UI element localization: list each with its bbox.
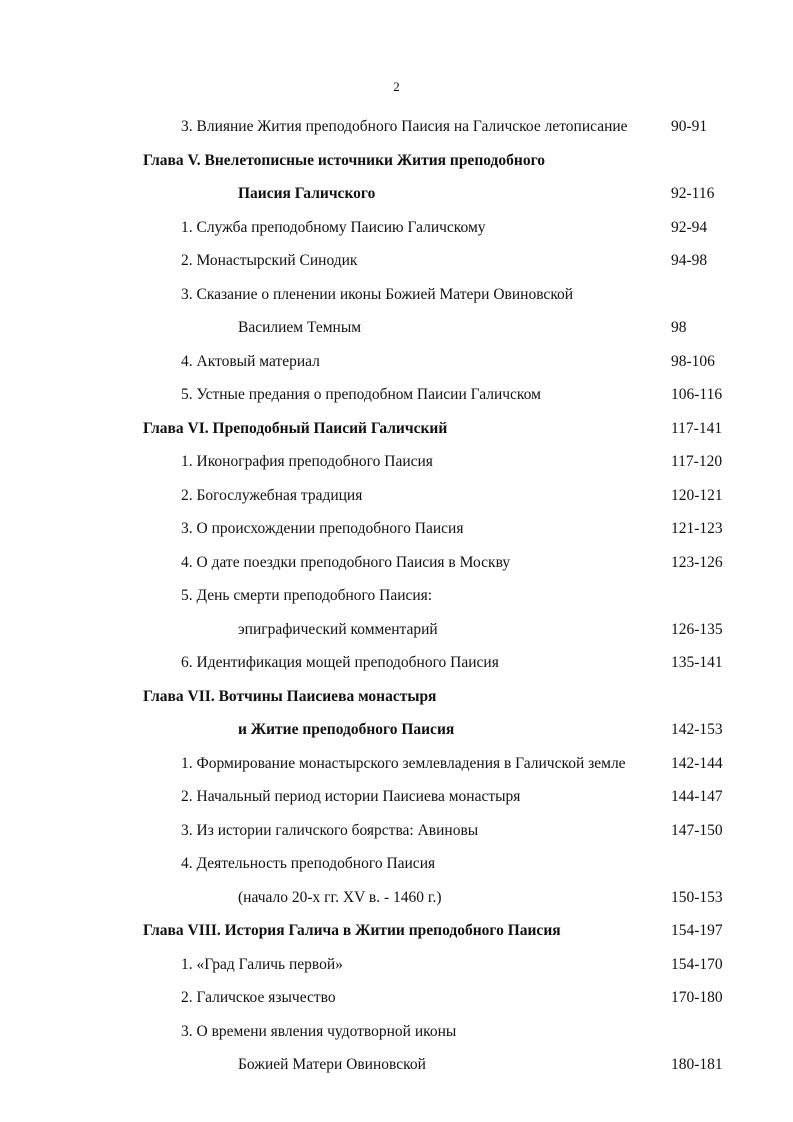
toc-entry-title: 2. Начальный период истории Паисиева монастыря	[181, 788, 521, 805]
toc-entry-title: 5. Устные предания о преподобном Паисии Галичском	[181, 386, 541, 403]
toc-entry	[0, 183, 793, 205]
toc-entry-title: 3. Влияние Жития преподобного Паисия на Галичское летописание	[181, 118, 628, 135]
toc-entry	[0, 284, 793, 306]
toc-entry-pages: 144-147	[671, 788, 723, 805]
toc-entry-title: Глава VI. Преподобный Паисий Галичский	[143, 420, 448, 437]
toc-entry-pages: 150-153	[671, 889, 723, 906]
toc-entry-title: 4. Деятельность преподобного Паисия	[181, 855, 436, 872]
toc-entry	[0, 150, 793, 172]
toc-entry	[0, 418, 793, 440]
toc-entry	[0, 451, 793, 473]
toc-entry	[0, 786, 793, 808]
toc-entry-pages: 135-141	[671, 654, 723, 671]
toc-entry-pages: 154-170	[671, 956, 723, 973]
toc-entry-pages: 147-150	[671, 822, 723, 839]
toc-entry-pages: 98-106	[671, 353, 715, 370]
toc-entry-pages: 154-197	[671, 922, 723, 939]
toc-entry-pages: 92-116	[671, 185, 715, 202]
toc-entry-pages: 92-94	[671, 219, 708, 236]
toc-entry-title: 3. О времени явления чудотворной иконы	[181, 1023, 457, 1040]
toc-entry-title: 2. Галичское язычество	[181, 989, 336, 1006]
toc-entry-pages: 121-123	[671, 520, 723, 537]
toc-entry	[0, 384, 793, 406]
toc-entry	[0, 116, 793, 138]
toc-entry-title: 6. Идентификация мощей преподобного Паисия	[181, 654, 499, 671]
toc-entry-title: Глава V. Внелетописные источники Жития преподобного	[143, 152, 545, 169]
toc-entry-pages: 117-120	[671, 453, 723, 470]
toc-entry	[0, 317, 793, 339]
toc-entry	[0, 585, 793, 607]
toc-entry	[0, 887, 793, 909]
toc-entry-title: 3. Из истории галичского боярства: Авиновы	[181, 822, 479, 839]
toc-entry-title: 4. Актовый материал	[181, 353, 320, 370]
toc-entry	[0, 820, 793, 842]
toc-entry-pages: 126-135	[671, 621, 723, 638]
toc-entry	[0, 853, 793, 875]
toc-entry	[0, 1021, 793, 1043]
toc-entry	[0, 250, 793, 272]
toc-entry-title: Глава VII. Вотчины Паисиева монастыря	[143, 688, 437, 705]
toc-entry-title: 2. Богослужебная традиция	[181, 487, 363, 504]
toc-entry-title: Василием Темным	[238, 319, 362, 336]
toc-entry	[0, 753, 793, 775]
toc-entry-pages: 142-153	[671, 721, 723, 738]
toc-entry-title: эпиграфический комментарий	[238, 621, 438, 638]
toc-entry-title: Паисия Галичского	[238, 185, 376, 202]
toc-entry-title: (начало 20-х гг. XV в. - 1460 г.)	[238, 889, 442, 906]
toc-entry	[0, 217, 793, 239]
toc-entry	[0, 954, 793, 976]
toc-entry-title: 3. Сказание о пленении иконы Божией Матери Овиновской	[181, 286, 574, 303]
toc-entry	[0, 552, 793, 574]
toc-entry	[0, 518, 793, 540]
toc-entry-title: 3. О происхождении преподобного Паисия	[181, 520, 464, 537]
toc-entry-pages: 98	[671, 319, 687, 336]
toc-entry-title: 1. «Град Галичь первой»	[181, 956, 343, 973]
toc-entry	[0, 652, 793, 674]
toc-entry-title: 1. Служба преподобному Паисию Галичскому	[181, 219, 486, 236]
toc-entry-title: Глава VIII. История Галича в Житии преподобного Паисия	[143, 922, 561, 939]
toc-entry-title: 2. Монастырский Синодик	[181, 252, 358, 269]
toc-entry-title: Божией Матери Овиновской	[238, 1056, 426, 1073]
toc-entry-pages: 117-141	[671, 420, 723, 437]
page-number: 2	[393, 79, 400, 94]
toc-entry-pages: 120-121	[671, 487, 723, 504]
toc-entry-title: 1. Формирование монастырского землевладения в Галичской земле	[181, 755, 626, 772]
toc-entry-pages: 170-180	[671, 989, 723, 1006]
toc-entry	[0, 1054, 793, 1076]
toc-entry-pages: 142-144	[671, 755, 723, 772]
toc-entry	[0, 987, 793, 1009]
toc-entry-pages: 90-91	[671, 118, 708, 135]
toc-entry	[0, 686, 793, 708]
toc-entry-pages: 106-116	[671, 386, 723, 403]
toc-entry-title: 5. День смерти преподобного Паисия:	[181, 587, 433, 604]
toc-entry	[0, 719, 793, 741]
toc-entry-pages: 180-181	[671, 1056, 723, 1073]
toc-entry-pages: 94-98	[671, 252, 708, 269]
toc-entry-title: 4. О дате поездки преподобного Паисия в Москву	[181, 554, 511, 571]
toc-entry	[0, 485, 793, 507]
toc-entry-title: и Житие преподобного Паисия	[238, 721, 455, 738]
toc-entry	[0, 920, 793, 942]
toc-entry-pages: 123-126	[671, 554, 723, 571]
toc-entry	[0, 619, 793, 641]
toc-entry	[0, 351, 793, 373]
toc-entry-title: 1. Иконография преподобного Паисия	[181, 453, 433, 470]
